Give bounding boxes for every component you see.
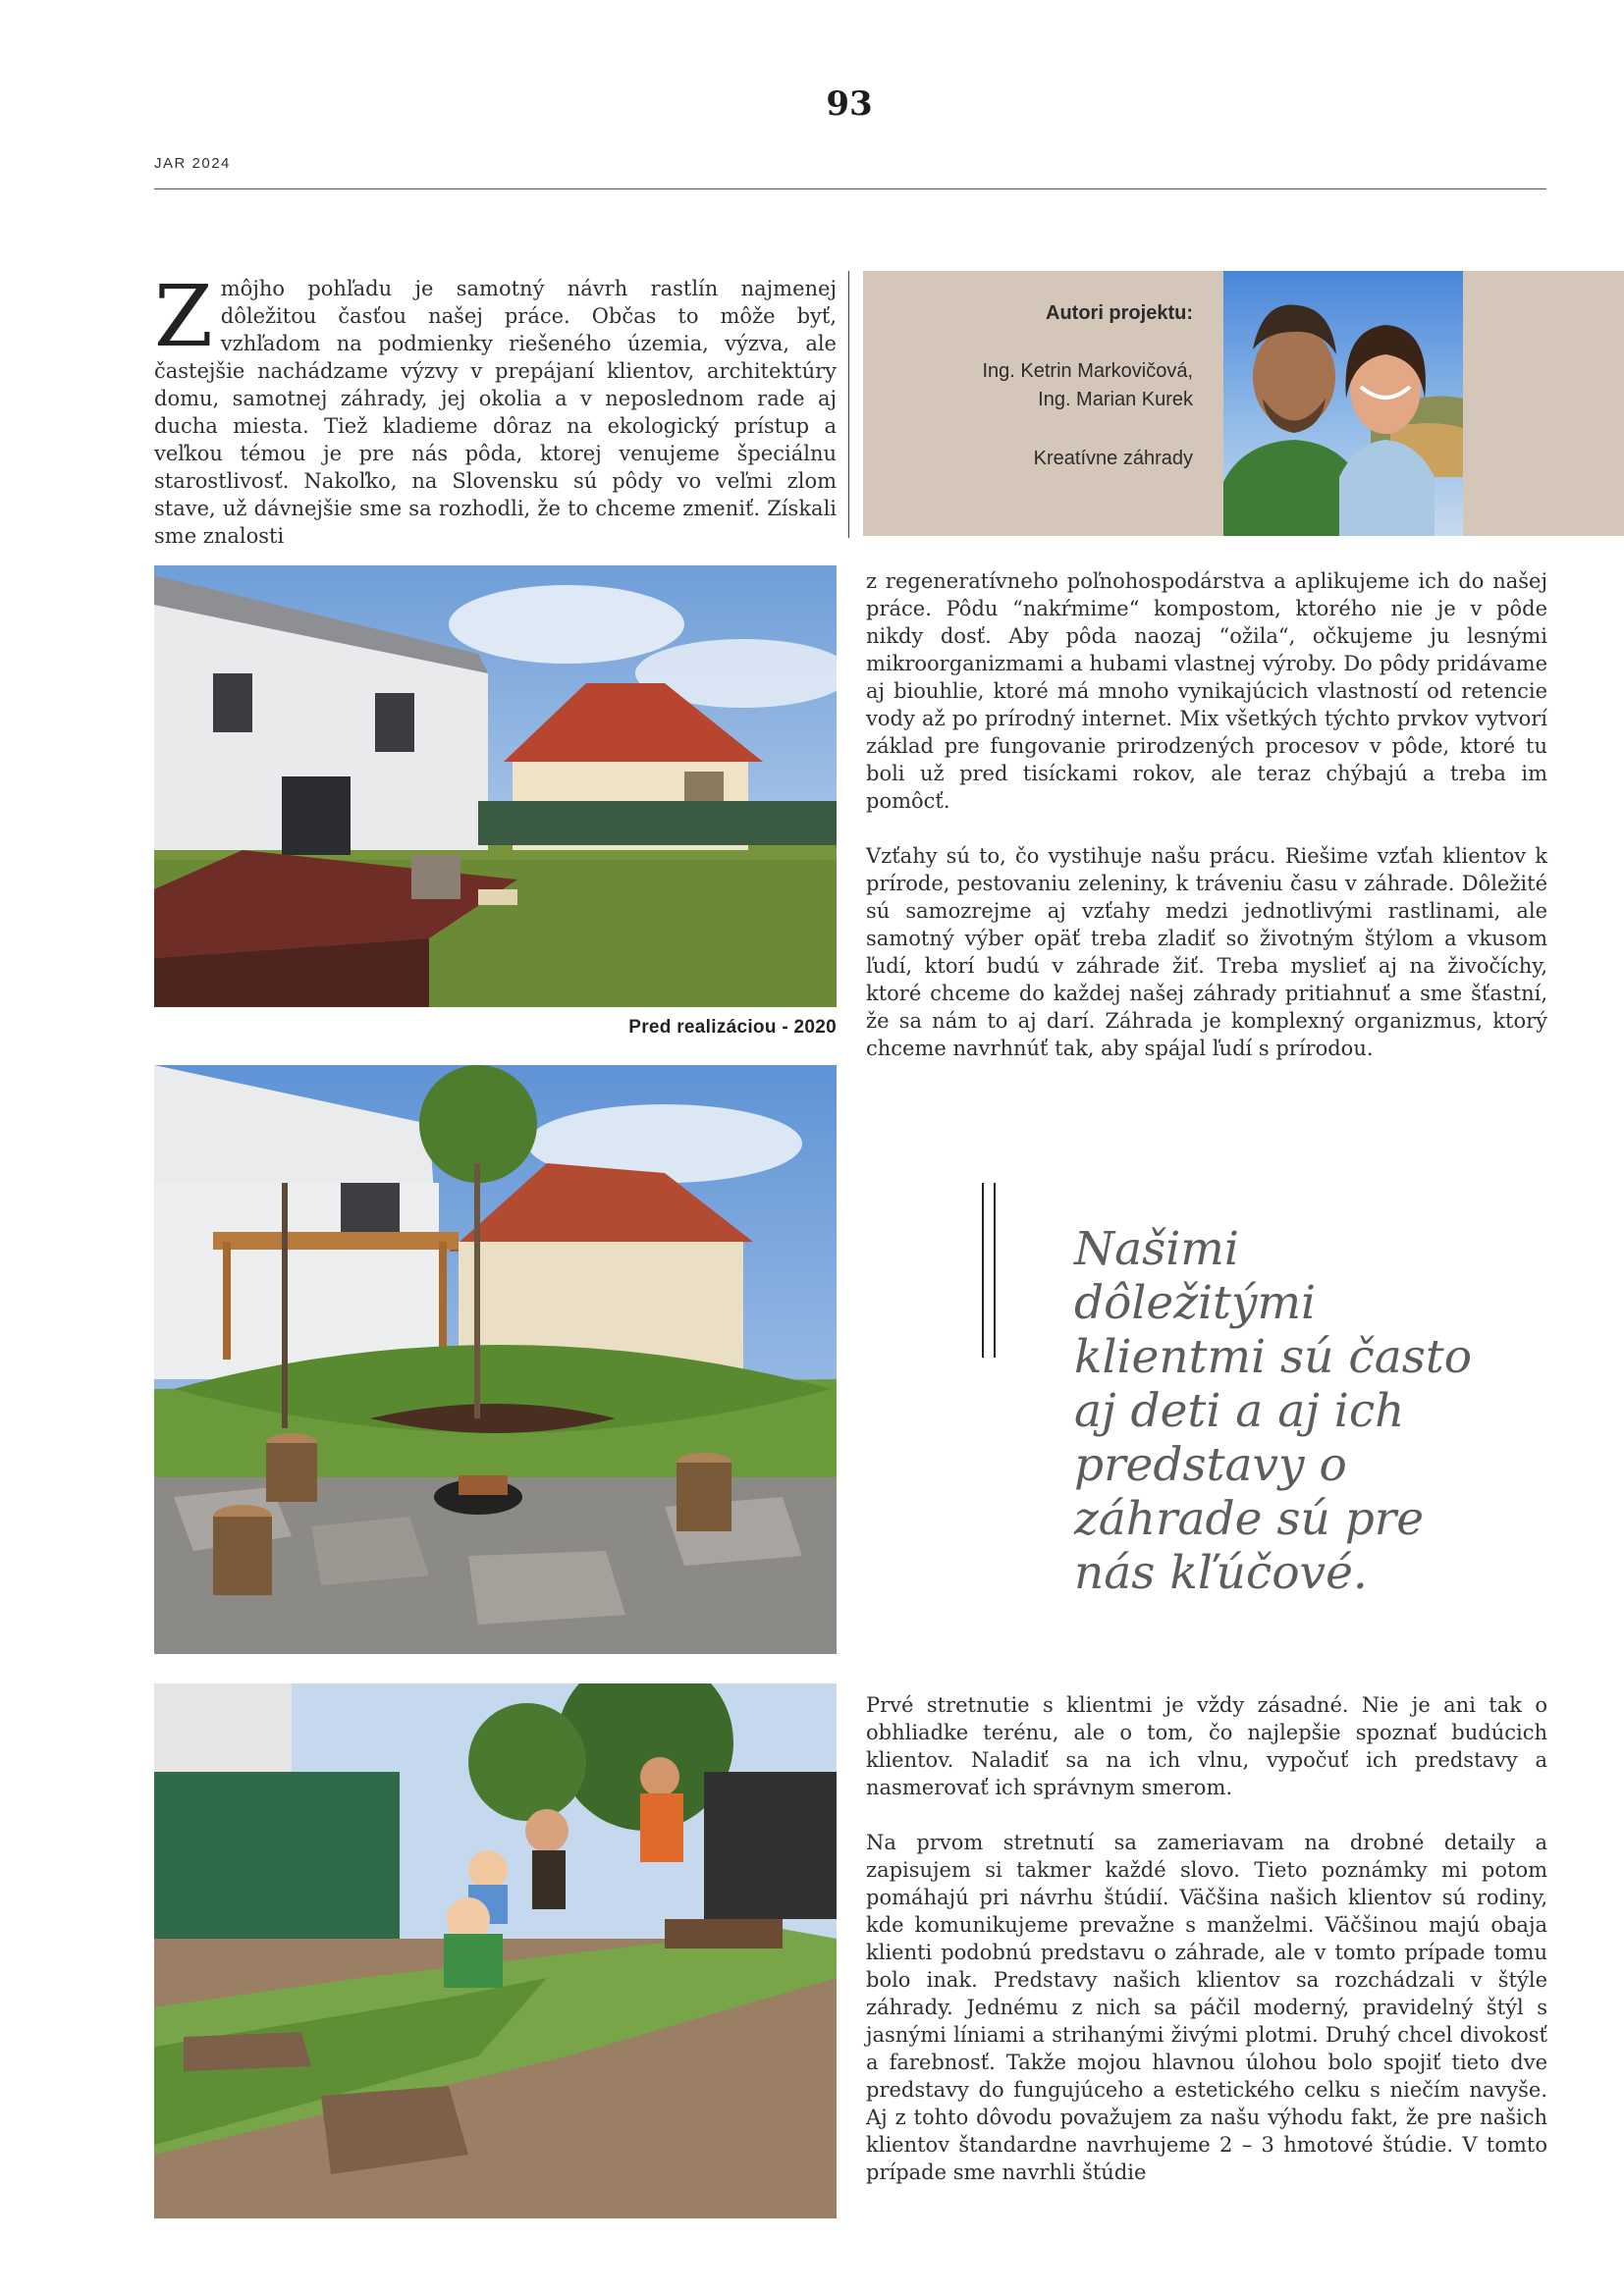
author-company: Kreatívne záhrady [1033, 448, 1193, 469]
paragraph: z regeneratívneho poľnohospodárstva a aplikujeme ich do našej práce. Pôdu “nakŕmime“ kompostom, ktorého nie je v pôde nikdy dosť. Aby pôda naozaj “ožila“, očkujeme ju lesnými mikroorganizmami a hubami vlastnej výroby. Do pôdy pridávame aj biouhlie, ktoré má mnoho vynikajúcich vlastností od retencie vody až po prírodný internet. Mix všetkých týchto prvkov vytvorí základ pre fungovanie prirodzených procesov v pôde, ktoré tu boli už pred tisíckami rokov, ale teraz chýbajú a treba im pomôcť. [866, 569, 1547, 813]
intro-text: môjho pohľadu je samotný návrh rastlín najmenej dôležitou časťou našej práce. Občas to môže byť, vzhľadom na podmienky riešeného územia, výzva, ale častejšie nachádzame výzvy v prepájaní klientov, architektúry domu, samotnej záhrady, jej okolia a v neposlednom rade aj ducha miesta. Tiež kladieme dôraz na ekologický prístup a veľkou témou je pre nás pôda, ktorej venujeme špeciálnu starostlivosť. Nakoľko, na Slovensku sú pôdy vo veľmi zlom stave, už dávnejšie sme sa rozhodli, že to chceme zmeniť. Získali sme znalosti [154, 277, 837, 548]
authors-title: Autori projektu: [1046, 302, 1193, 324]
right-column-text-1 [866, 567, 1547, 1062]
authors-portrait-photo [1223, 271, 1463, 536]
quote-line: dôležitými [1074, 1276, 1317, 1330]
author-names [982, 357, 1193, 414]
author-name: Ing. Marian Kurek [1038, 389, 1193, 410]
authors-info [864, 271, 1193, 536]
intro-paragraph [154, 268, 837, 550]
garden-before-photo [154, 565, 837, 1007]
header-rule [154, 188, 1546, 189]
caption-before: Pred realizáciou - 2020 [628, 1017, 837, 1038]
right-column-text-2 [866, 1691, 1547, 2186]
paragraph: Prvé stretnutie s klientmi je vždy zásadné. Nie je ani tak o obhliadke terénu, ale o tom, čo najlepšie spoznať budúcich klientov. Naladiť sa na ich vlnu, vypočuť ich predstavy a nasmerovať ich správnym smerom. [866, 1693, 1547, 1799]
quote-line: predstavy o [1074, 1438, 1347, 1492]
paragraph: Vzťahy sú to, čo vystihuje našu prácu. Riešime vzťah klientov k prírode, pestovaniu zeleniny, k tráveniu času v záhrade. Dôležité sú samozrejme aj vzťahy medzi jednotlivými rastlinami, ale samotný výber opäť treba zladiť so životným štýlom a vkusom ľudí, ktorí budú v záhrade žiť. Treba myslieť aj na živočíchy, ktoré chceme do každej našej záhrady pritiahnuť a sme šťastní, že sa nám to aj darí. Záhrada je komplexný organizmus, ktorý chceme navrhnúť tak, aby spájal ľudí s prírodou. [866, 844, 1547, 1060]
quote-line: aj deti a aj ich [1074, 1384, 1405, 1438]
garden-after-photo [154, 1065, 837, 1654]
quote-line: nás kľúčové. [1074, 1546, 1368, 1600]
column-divider [848, 271, 849, 538]
author-name: Ing. Ketrin Markovičová, [982, 360, 1193, 382]
issue-label: JAR 2024 [154, 155, 231, 172]
quote-line: klientmi sú často [1074, 1330, 1473, 1384]
drop-cap: Z [154, 268, 213, 366]
quote-line: záhrade sú pre [1074, 1492, 1425, 1546]
quote-line: Našimi [1074, 1222, 1239, 1276]
page-number: 93 [826, 84, 873, 124]
paragraph: Na prvom stretnutí sa zameriavam na drobné detaily a zapisujem si takmer každé slovo. Tieto poznámky mi potom pomáhajú pri návrhu štúdií. Väčšina našich klientov sú rodiny, kde komunikujeme prevažne s manželmi. Väčšinou majú obaja klienti podobnú predstavu o záhrade, ale v tomto prípade tomu bolo inak. Predstavy našich klientov sa rozchádzali v štýle záhrady. Jednému z nich sa páčil moderný, pravidelný štýl s jasnými líniami a strihanými živými plotmi. Druhý chcel divokosť a farebnosť. Takže mojou hlavnou úlohou bolo spojiť tieto dve predstavy do fungujúceho a estetického celku s niečím navyše. Aj z tohto dôvodu považujem za našu výhodu fakt, že pre našich klientov štandardne navrhujeme 2 – 3 hmotové štúdie. V tomto prípade sme navrhli štúdie [866, 1831, 1547, 2184]
pull-quote [1074, 1222, 1487, 1600]
turf-laying-photo [154, 1683, 837, 2218]
